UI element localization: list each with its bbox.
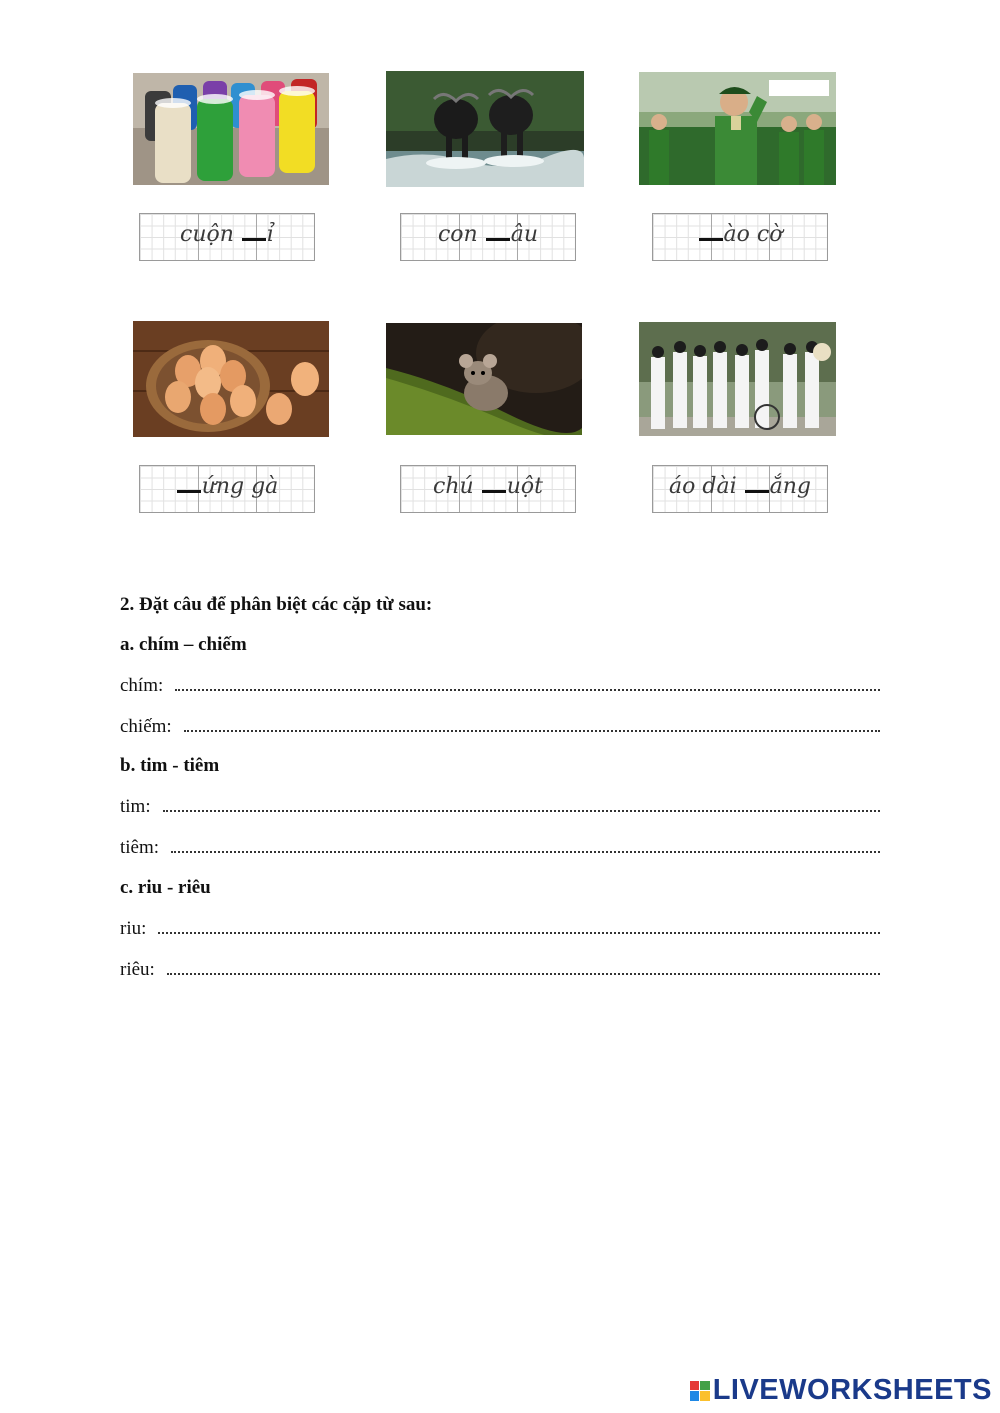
dotted-line[interactable]: [184, 716, 880, 732]
answer-blank[interactable]: [482, 472, 506, 493]
word-text-after: ứng gà: [201, 474, 279, 499]
word-prompt: [140, 472, 314, 499]
line-label: riu:: [120, 918, 147, 939]
answer-blank[interactable]: [242, 220, 266, 241]
word-box-6: [652, 465, 828, 513]
word-box-2: [400, 213, 576, 261]
word-prompt: [653, 220, 827, 247]
answer-line[interactable]: [120, 959, 880, 981]
exercise-2-title: 2. Đặt câu để phân biệt các cặp từ sau:: [120, 594, 433, 615]
word-box-4: [139, 465, 315, 513]
line-label: chím:: [120, 675, 164, 696]
answer-line[interactable]: [120, 675, 880, 697]
dotted-line[interactable]: [171, 837, 880, 853]
word-text-after: âu: [510, 222, 539, 247]
liveworksheets-logo: [690, 1374, 992, 1407]
picture-mouse-on-branch: [386, 323, 582, 435]
group-a-heading: a. chím – chiếm: [120, 634, 247, 655]
picture-police-saluting: [639, 72, 836, 185]
picture-buffaloes-running: [386, 71, 584, 187]
word-text-before: cuộn: [180, 222, 241, 247]
word-text-after: ào cờ: [723, 222, 783, 247]
group-c-heading: c. riu - riêu: [120, 877, 211, 898]
word-prompt: [140, 220, 314, 247]
word-text-after: ỉ: [266, 222, 274, 247]
answer-blank[interactable]: [745, 472, 769, 493]
dotted-line[interactable]: [158, 918, 880, 934]
line-label: riêu:: [120, 959, 155, 980]
group-b-heading: b. tim - tiêm: [120, 755, 220, 776]
word-text-before: áo dài: [669, 474, 744, 499]
picture-spools-of-thread: [133, 73, 329, 185]
answer-blank[interactable]: [486, 220, 510, 241]
dotted-line[interactable]: [175, 675, 880, 691]
dotted-line[interactable]: [163, 796, 880, 812]
picture-basket-of-eggs: [133, 321, 329, 437]
word-text-after: ắng: [769, 474, 811, 499]
word-box-5: [400, 465, 576, 513]
answer-blank[interactable]: [699, 220, 723, 241]
line-label: tiêm:: [120, 837, 160, 858]
word-box-3: [652, 213, 828, 261]
picture-girls-in-ao-dai: [639, 322, 836, 436]
answer-line[interactable]: [120, 837, 880, 859]
word-prompt: [401, 220, 575, 247]
line-label: tim:: [120, 796, 151, 817]
word-prompt: [653, 472, 827, 499]
dotted-line[interactable]: [167, 959, 880, 975]
answer-line[interactable]: [120, 716, 880, 738]
word-text-before: con: [437, 222, 485, 247]
logo-text: LIVEWORKSHEETS: [712, 1374, 992, 1406]
answer-line[interactable]: [120, 796, 880, 818]
answer-line[interactable]: [120, 918, 880, 940]
logo-mark-icon: [690, 1381, 710, 1401]
word-text-after: uột: [506, 474, 543, 499]
line-label: chiếm:: [120, 716, 172, 737]
answer-blank[interactable]: [177, 472, 201, 493]
word-text-before: chú: [433, 474, 481, 499]
word-prompt: [401, 472, 575, 499]
word-box-1: [139, 213, 315, 261]
